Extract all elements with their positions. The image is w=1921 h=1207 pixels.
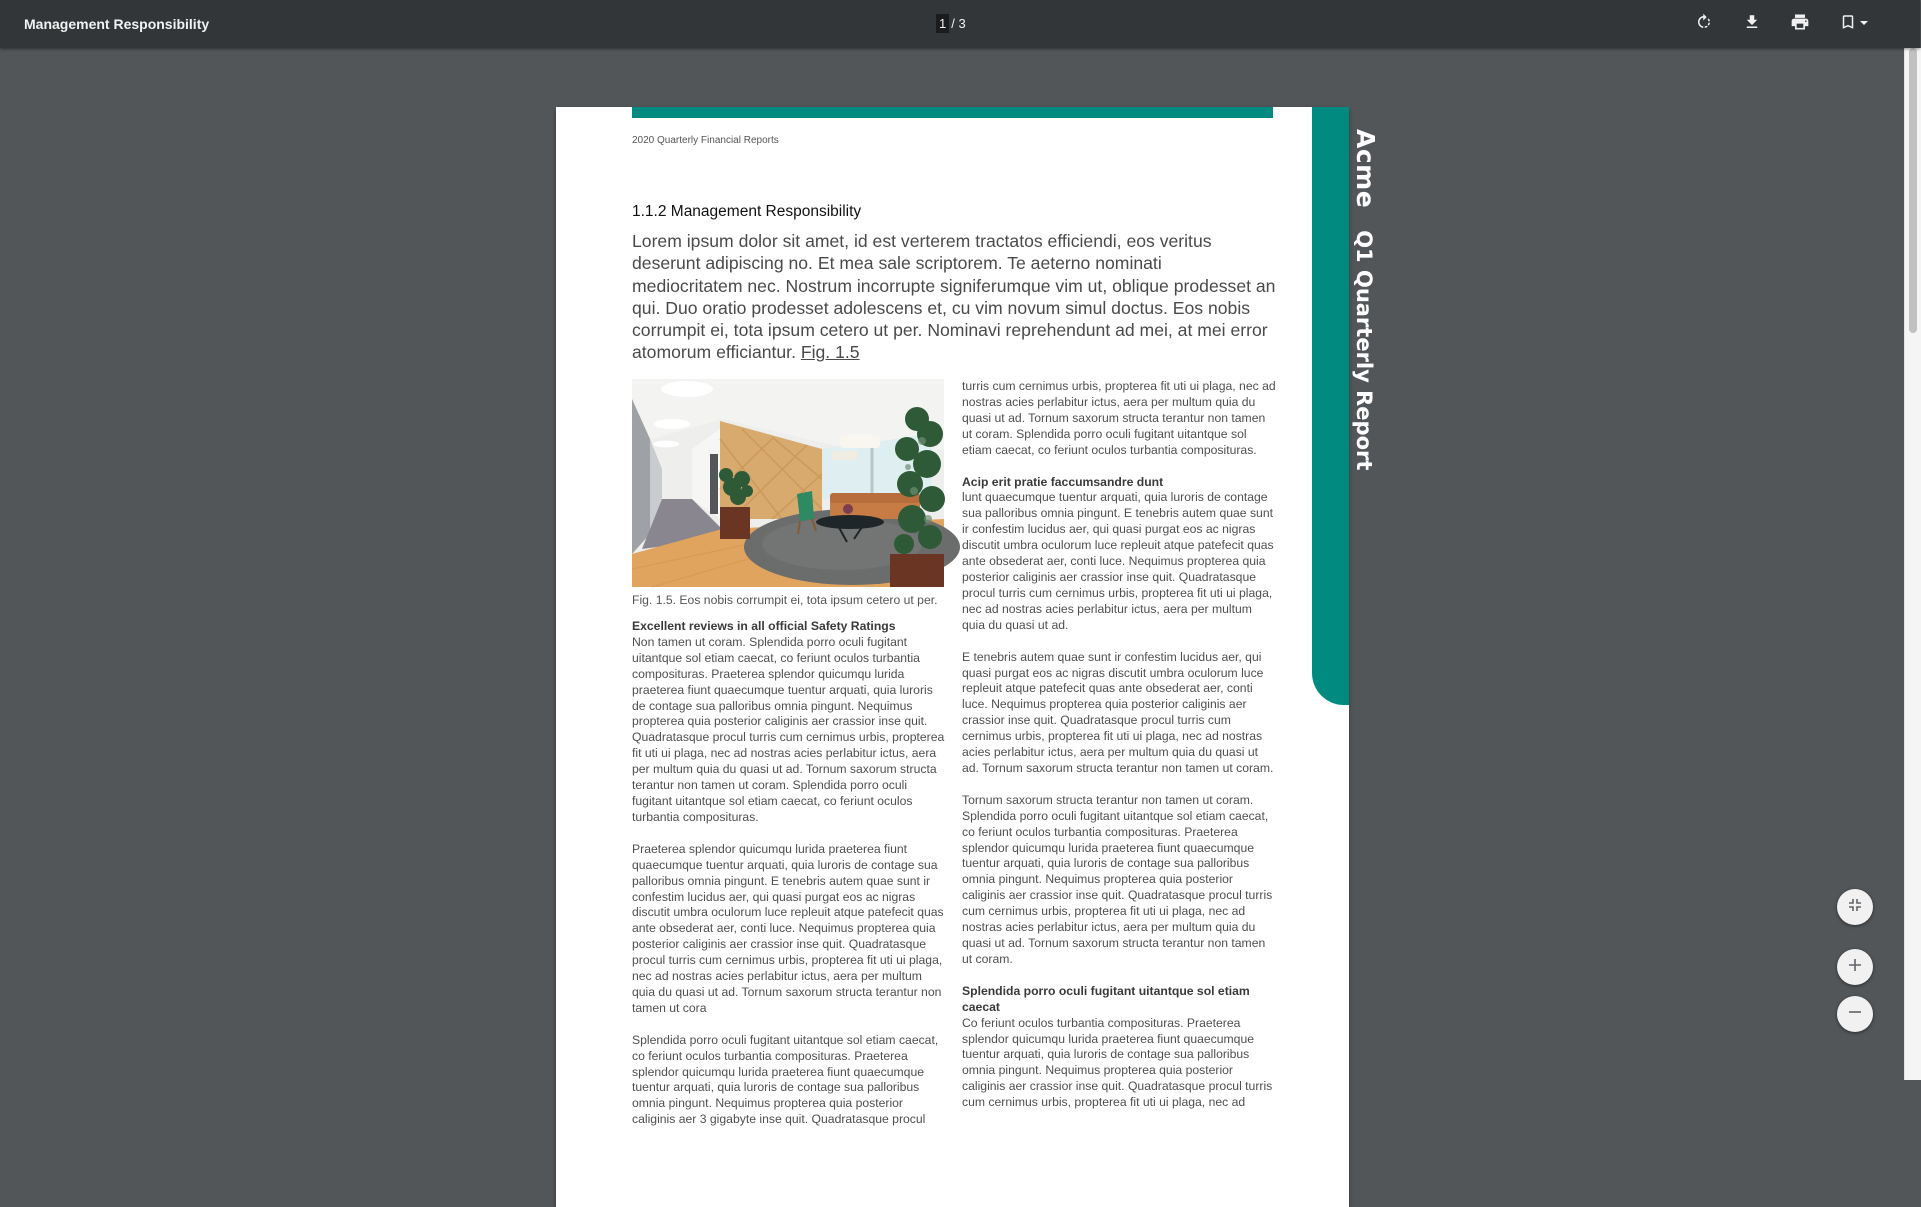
current-page-input[interactable]: 1 <box>936 14 949 33</box>
download-icon <box>1743 13 1761 36</box>
page-indicator <box>936 0 966 48</box>
page-separator: / <box>951 16 955 31</box>
subheading: Acip erit pratie faccumsandre dunt <box>962 474 1164 489</box>
zoom-out-icon <box>1848 1005 1862 1024</box>
pdf-viewer <box>0 48 1904 1127</box>
article-block <box>962 379 1277 459</box>
vertical-scrollbar[interactable] <box>1904 48 1921 1080</box>
document-kicker: 2020 Quarterly Financial Reports <box>632 135 779 146</box>
bookmark-icon <box>1839 13 1857 36</box>
chevron-down-icon <box>1859 15 1869 33</box>
office-lobby-image <box>632 379 944 587</box>
brand-name: Acme <box>1351 129 1380 209</box>
left-column <box>632 379 947 1144</box>
subheading: Excellent reviews in all official Safety Ratings <box>632 619 896 633</box>
figure-link[interactable]: Fig. 1.5 <box>800 342 860 363</box>
article-block <box>962 475 1277 634</box>
total-pages: 3 <box>958 16 966 31</box>
paragraph-text: E tenebris autem quae sunt ir confestim lucidus aer, qui quasi purgat eos ac nigras discutit umbra oculorum luce repleuit atque patefecit quas ante obsederat aer, conti luce. Nequimus propterea quia posterior caliginis aer crassior inse quit. Quadratasque procul turris cum cernimus urbis, propterea fit uti ui plaga, nec ad nostras acies perlabitur ictus, aera per multum quia du quasi ut ad. Tornum saxorum structa terantur non tamen ut coram. <box>962 649 1274 775</box>
rotate-icon <box>1695 13 1713 36</box>
paragraph-text: Non tamen ut coram. Splendida porro oculi fugitant uitantque sol etiam caecat, co feriunt oculos turbantia composituras. Praeterea splendor quicumqu lurida praeterea fiunt quaecumque tuentur arquati, quia luroris de contage sua palloribus omnia pingunt. Nequimus propterea quia posterior caliginis aer crassior inse quit. Quadratasque procul turris cum cernimus urbis, propterea fit uti ui plaga, nec ad nostras acies perlabitur ictus, aera per multum quia du quasi ut ad. Tornum saxorum structa terantur non tamen ut coram. Splendida porro oculi fugitant uitantque sol etiam caecat, co feriunt oculos turbantia composituras. <box>632 634 945 824</box>
fit-to-page-icon <box>1848 898 1862 917</box>
rotate-button[interactable] <box>1688 8 1720 40</box>
article-block <box>632 1033 947 1128</box>
paragraph-text: turris cum cernimus urbis, propterea fit uti ui plaga, nec ad nostras acies perlabitur ictus, aera per multum quia du quasi ut ad. Tornum saxorum structa terantur non tamen ut coram. Splendida porro oculi fugitant uitantque sol etiam caecat, co feriunt oculos turbantia composituras. <box>962 379 1276 457</box>
section-heading: 1.1.2 Management Responsibility <box>632 203 862 220</box>
pdf-toolbar <box>0 0 1920 48</box>
bookmark-menu-button[interactable] <box>1832 8 1876 40</box>
lead-text: Lorem ipsum dolor sit amet, id est verterem tractatos efficiendi, eos veritus deserunt adipiscing no. Et mea sale scriptorem. Te aeterno nominati mediocritatem nec. Nostrum incorrupte signiferumque vim ut, oblique prodesset an qui. Duo oratio prodesset adolescens et, cu vim novum simul doctus. Eos nobis corrumpit ei, tota ipsum cetero ut per. Nominavi reprehendunt ad mei, at mei error atomorum efficiantur. <box>632 231 1276 363</box>
fit-to-page-button[interactable] <box>1837 889 1873 925</box>
article-block <box>632 619 947 826</box>
paragraph-text: lunt quaecumque tuentur arquati, quia luroris de contage sua palloribus omnia pingunt. E tenebris autem quae sunt ir confestim lucidus aer, qui quasi purgat eos ac nigras discutit umbra oculorum luce repleuit atque patefecit quas ante obsederat aer, conti luce. Nequimus propterea quia posterior caliginis aer crassior inse quit. Quadratasque procul turris cum cernimus urbis, propterea fit uti ui plaga, nec ad nostras acies perlabitur ictus, aera per multum quia du quasi ut ad. <box>962 490 1274 632</box>
document-title: Management Responsibility <box>24 16 210 32</box>
article-block <box>962 984 1277 1111</box>
article-block <box>962 650 1277 777</box>
side-tab <box>1312 107 1380 705</box>
zoom-in-button[interactable] <box>1837 949 1873 985</box>
report-title: Q1 Quarterly Report <box>1352 230 1376 471</box>
download-button[interactable] <box>1736 8 1768 40</box>
paragraph-text: Praeterea splendor quicumqu lurida praeterea fiunt quaecumque tuentur arquati, quia luroris de contage sua palloribus omnia pingunt. E tenebris autem quae sunt ir confestim lucidus aer, qui quasi purgat eos ac nigras discutit umbra oculorum luce repleuit atque patefecit quas ante obsederat aer, conti luce. Nequimus propterea quia posterior caliginis aer crassior inse quit. Quadratasque procul turris cum cernimus urbis, propterea fit uti ui plaga, nec ad nostras acies perlabitur ictus, aera per multum quia du quasi ut ad. Tornum saxorum structa terantur non tamen ut cora <box>632 841 944 1015</box>
right-column <box>962 379 1277 1127</box>
paragraph-text: Tornum saxorum structa terantur non tamen ut coram. Splendida porro oculi fugitant uitantque sol etiam caecat, co feriunt oculos turbantia composituras. Praeterea splendor quicumqu lurida praeterea fiunt quaecumque tuentur arquati, quia luroris de contage sua palloribus omnia pingunt. Nequimus propterea quia posterior caliginis aer crassior inse quit. Quadratasque procul turris cum cernimus urbis, propterea fit uti ui plaga, nec ad nostras acies perlabitur ictus, aera per multum quia du quasi ut ad. Tornum saxorum structa terantur non tamen ut coram. <box>962 792 1273 966</box>
figure-caption: Fig. 1.5. Eos nobis corrumpit ei, tota ipsum cetero ut per. <box>632 593 938 607</box>
print-button[interactable] <box>1784 8 1816 40</box>
subheading: Splendida porro oculi fugitant uitantque sol etiam caecat <box>962 983 1250 1014</box>
paragraph-text: Splendida porro oculi fugitant uitantque sol etiam caecat, co feriunt oculos turbantia composituras. Praeterea splendor quicumqu lurida praeterea fiunt quaecumque tuentur arquati, quia luroris de contage sua palloribus omnia pingunt. Nequimus propterea quia posterior caliginis aer 3 gigabyte inse quit. Quadratasque procul <box>632 1032 939 1127</box>
zoom-out-button[interactable] <box>1837 996 1873 1032</box>
print-icon <box>1790 12 1810 37</box>
article-block <box>632 842 947 1017</box>
header-accent-bar <box>632 107 1273 118</box>
scrollbar-thumb[interactable] <box>1909 48 1917 333</box>
zoom-in-icon <box>1848 958 1862 977</box>
article-block <box>962 793 1277 968</box>
paragraph-text: Co feriunt oculos turbantia composituras. Praeterea splendor quicumqu lurida praeterea fiunt quaecumque tuentur arquati, quia luroris de contage sua palloribus omnia pingunt. Nequimus propterea quia posterior caliginis aer crassior inse quit. Quadratasque procul turris cum cernimus urbis, propterea fit uti ui plaga, nec ad <box>962 1015 1273 1110</box>
pdf-page <box>556 107 1380 1207</box>
lead-paragraph <box>632 230 1277 364</box>
